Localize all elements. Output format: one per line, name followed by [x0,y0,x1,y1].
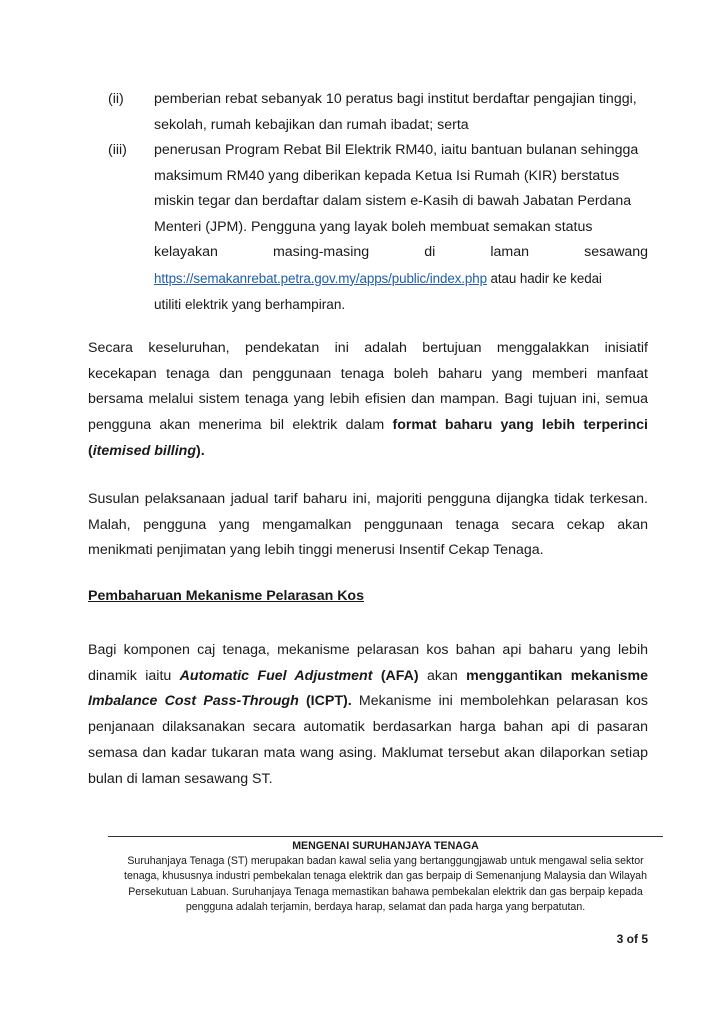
text-line: kecekapan tenaga dan penggunaan tenaga boleh baharu yang memberi manfaat [88,365,648,382]
text-bold-italic: Imbalance Cost Pass-Through [88,693,299,710]
paren-open: ( [88,442,93,459]
list-marker: (iii) [108,142,127,158]
text-line: bersama melalui sistem tenaga yang lebih efisien dan mampan. Bagi tujuan ini, semua [88,391,648,408]
word: sesawang [584,244,648,261]
list-item-text [154,87,648,138]
text-line: Malah, pengguna yang mengamalkan penggunaan tenaga secara cekap akan [88,516,648,533]
section-heading: Pembaharuan Mekanisme Pelarasan Kos [88,588,364,604]
footer-line: Persekutuan Labuan. Suruhanjaya Tenaga memastikan bahawa pembekalan elektrik dan gas berpaip kepada [128,885,643,898]
text-bold: (AFA) [372,667,419,684]
text-bold: menggantikan mekanisme [466,667,649,684]
word: di [424,244,436,261]
footer-line: Suruhanjaya Tenaga (ST) merupakan badan kawal selia yang bertanggungjawab untuk mengawal selia sektor [127,855,644,868]
paren-close: ). [196,442,205,459]
text-bold-italic: itemised billing [92,442,197,459]
paragraph-overview [88,336,648,465]
text-normal: pengguna akan menerima bil elektrik dalam [88,417,393,434]
text-line-spread [154,240,648,266]
semakan-rebat-link[interactable]: https://semakanrebat.petra.gov.my/apps/public/index.php [154,270,487,286]
footer-divider [108,836,663,837]
list-marker: (ii) [108,91,124,107]
text-line: semasa dan kadar tukaran mata wang asing. Maklumat tersebut akan dilaporkan setiap [88,744,648,761]
list-item-text [154,138,648,317]
text-line: Menteri (JPM). Pengguna yang layak boleh membuat semakan status [154,218,593,235]
text-line [154,266,648,292]
footer-line: pengguna adalah terjamin, berdaya harap, selamat dan pada harga yang berpatutan. [185,900,586,913]
word: masing-masing [272,244,370,261]
footer-title: MENGENAI SURUHANJAYA TENAGA [292,840,479,852]
text-line: Bagi komponen caj tenaga, mekanisme pelarasan kos bahan api baharu yang lebih [88,642,648,658]
text-line [88,689,648,715]
text-line: miskin tegar dan berdaftar dalam sistem e-Kasih di bawah Jabatan Perdana [154,193,632,210]
text-line: menikmati penjimatan yang lebih tinggi menerusi Insentif Cekap Tenaga. [88,542,544,559]
text-line: maksimum RM40 yang diberikan kepada Ketua Isi Rumah (KIR) berstatus [154,167,620,184]
footer-line: tenaga, khususnya industri pembekalan tenaga elektrik dan gas berpaip di Semenanjung Malaysia dan Wilayah [124,870,647,883]
text-line: bulan di laman sesawang ST. [88,770,273,787]
text-bold: (ICPT). [298,693,352,710]
footer-about [108,839,663,915]
word: kelayakan [154,244,218,261]
text-line: pemberian rebat sebanyak 10 peratus bagi institut berdaftar pengajian tinggi, [154,91,637,107]
text-line: penerusan Program Rebat Bil Elektrik RM40, iaitu bantuan bulanan sehingga [154,142,639,158]
text-line: penjanaan dilaksanakan secara automatik berdasarkan harga bahan api di pasaran [88,719,648,736]
text-line [88,413,648,439]
text-line [88,439,648,465]
page-number: 3 of 5 [616,932,648,946]
text-normal: dinamik iaitu [88,667,180,684]
text-line [88,664,648,690]
paragraph-tariff-impact [88,487,648,564]
text-line: Susulan pelaksanaan jadual tarif baharu ini, majoriti pengguna dijangka tidak terkesan. [88,491,648,507]
text-line: Secara keseluruhan, pendekatan ini adalah bertujuan menggalakkan inisiatif [88,340,648,356]
text-line: utiliti elektrik yang berhampiran. [154,296,346,312]
text-line: sekolah, rumah kebajikan dan rumah ibadat; serta [154,116,469,133]
text-bold: format baharu yang lebih terperinci [392,417,648,434]
text-normal: akan [418,667,467,684]
text-normal: Mekanisme ini membolehkan pelarasan kos [351,693,648,710]
text-bold-italic: Automatic Fuel Adjustment [179,667,373,684]
word: laman [490,244,530,261]
link-suffix: atau hadir ke kedai [486,270,602,286]
paragraph-cost-mechanism [88,638,648,792]
